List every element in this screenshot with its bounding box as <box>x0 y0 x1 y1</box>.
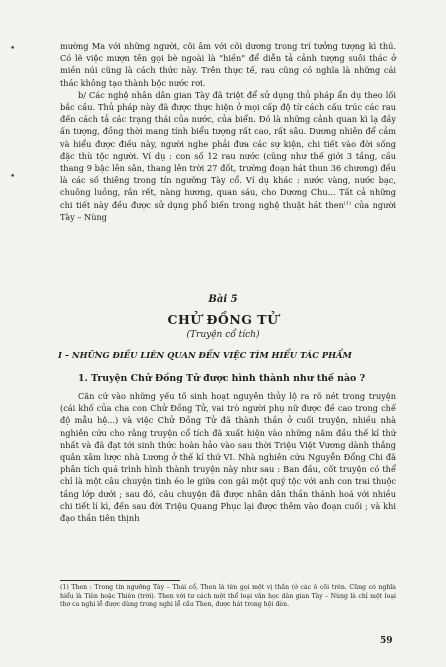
lesson-title: CHỬ ĐỒNG TỬ <box>167 312 279 327</box>
page-number: 59 <box>380 636 393 646</box>
sub-heading: 1. Truyện Chử Đồng Tử được hình thành như thế nào ? <box>78 373 366 384</box>
body-paragraph: Căn cứ vào những yếu tố sinh hoạt nguyên thủy lộ ra rõ nét trong truyện (cái khố của cha con Chử Đồng Tử, vai trò người phụ nữ được đề cao trong chế độ mẫu hệ...) và việc Chử Đồng Tử đã thành thần ở cuối truyện, nhiều nhà nghiên cứu cho rằng truyện cổ tích đã xuất hiện vào những năm đầu thế kỉ thứ nhất và đã đạt tới sinh thức hoàn hảo vào sau thời Triệu Việt Vương dành thắng quân xâm lược nhà Lương ở thế kỉ thứ VI. Nhà nghiên cứu Nguyễn Đổng Chi đã phân tích quá trình hình thành truyện này như sau : Ban đầu, cốt truyện có thể chỉ là một câu chuyện tình éo le giữa con gái một quý tộc với anh con trai thuộc tầng lớp dưới ; sau đó, câu chuyện đã được nhân dân thần thánh hoá với nhiều chi tiết lí kì, đến sau đời Triệu Quang Phục lại được thêm vào đoạn cuối ; và khi đạo thần tiên thịnh <box>60 391 396 524</box>
paragraph-b-text: b/ Các nghệ nhân dân gian Tày đã triệt để sử dụng thủ pháp ẩn dụ theo lối bắc cầu. Thủ pháp này đã được thực hiện ở mọi cấp độ từ cách cấu trúc các rau đến cách tả các trạng thái của nước, của biển. Đó là những cảnh quan kì lạ đầy ấn tượng, đồng thời mang tính biểu tượng rất cao, rất sâu. Dương nhiên để cảm và hiểu được điều này, người nghe phải đưa các sự kiện, chi tiết vào đời sống đặc thù tộc người. Ví dụ : con số 12 rau nước (cũng như thế giới 3 tầng, cầu thang 9 bậc lên sân, thang lên trời 27 đốt, trường đoạn hát thun 36 chương) đều là các số thiêng trong tín ngưỡng Tày cổ. Ví dụ khác : nước vàng, nước bạc, chuông luồng, rắn rết, nàng hương, quan sáu, cho Dương Chu... Tất cả những chi tiết này đều được sử dụng phổ biến trong nghệ thuật hát then <box>60 89 396 210</box>
footnote: (1) Then : Trong tín ngưỡng Tày – Thái cổ, Then là tên gọi một vị thần (ở các ô cõi trên. Cũng có nghĩa hiểu là Tiên hoặc Thiên (trời). Then với tư cách một thể loại văn học dân gian Tày – Nùng là chỉ một loại thơ ca nghi lễ được dùng trong nghi lễ cầu Then, được hát trong hội đèn. <box>60 584 396 609</box>
margin-mark: • <box>10 172 16 182</box>
body-text-block <box>60 390 396 524</box>
section-heading: I – NHỮNG ĐIỀU LIÊN QUAN ĐẾN VIỆC TÌM HIỂU TÁC PHẨM <box>58 350 352 360</box>
margin-mark: • <box>10 44 16 54</box>
lesson-subtitle: (Truyện cổ tích) <box>186 330 260 340</box>
paragraph-b <box>60 89 396 223</box>
footnote-ref: (1) <box>343 199 351 206</box>
paragraph-b-tail: của người Tày – Nùng <box>60 199 396 222</box>
lesson-label: Bài 5 <box>208 294 238 305</box>
top-text-block <box>60 40 396 223</box>
paragraph-continuation: mường Ma với những người, cõi âm với cõi dương trong trí tưởng tượng kì thú. Có lẽ việc mượn tên gọi bè ngoài là "hiền" để diễn tả cảnh tượng suôi thác ở miền núi cũng là cách thức này. Trên thực tế, rau cũng có nghĩa là những cái thác không tạo thành bộc nước rơi. <box>60 41 396 88</box>
footnote-rule <box>60 580 180 581</box>
